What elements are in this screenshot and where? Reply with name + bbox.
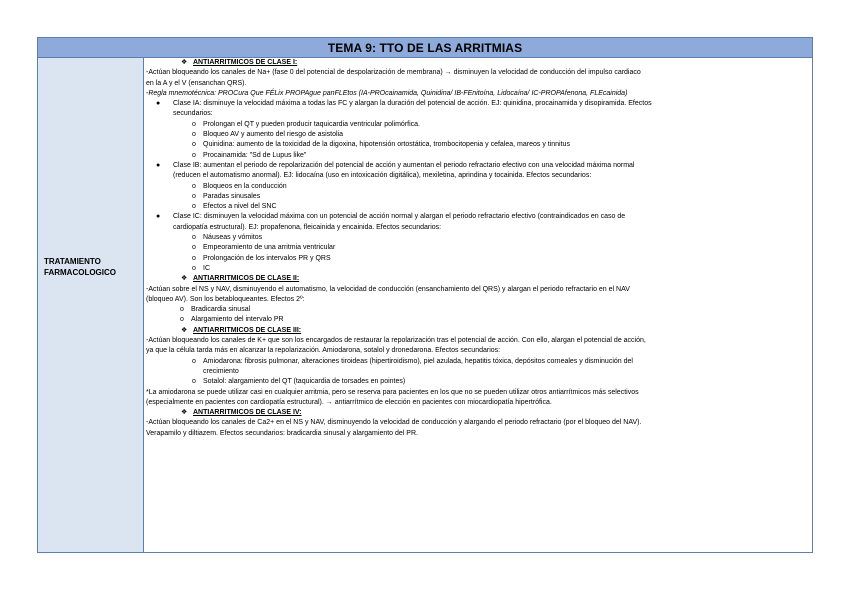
content-table <box>37 37 813 553</box>
line-text: Empeoramiento de una arritmia ventricular <box>203 244 336 252</box>
sub-list-item <box>146 120 810 130</box>
line-text: crecimiento <box>203 367 239 375</box>
sub-list-item <box>146 305 810 315</box>
line-text: Prolongan el QT y pueden producir taquicardia ventricular polimórfica. <box>203 120 420 128</box>
line-text: ya que la célula tarda más en alcanzar la repolarización. Amiodarona, sotalol y dronedarona. Efectos secundarios: <box>146 347 501 355</box>
sub-list-item <box>146 182 810 192</box>
paragraph-line <box>146 429 810 439</box>
circle-bullet-icon: o <box>192 203 196 211</box>
section-label: TRATAMIENTO FARMACOLOGICO <box>44 257 116 277</box>
line-text: ANTIARRITMICOS DE CLASE I: <box>193 59 298 66</box>
circle-bullet-icon: o <box>192 151 196 159</box>
line-text: Amiodarona: fibrosis pulmonar, alteraciones tiroideas (hipertiroidismo), piel azulada, hepatitis tóxica, depósitos corneales y disminución del <box>203 357 633 365</box>
line-text: Quinidina: aumento de la toxicidad de la digoxina, hipotensión ortostática, trombocitopenia y cefalea, mareos y tinnitus <box>203 141 570 149</box>
circle-bullet-icon: o <box>192 244 196 252</box>
paragraph-line <box>146 79 810 89</box>
sub-list-item <box>146 357 810 367</box>
line-text: ANTIARRITMICOS DE CLASE IV: <box>193 409 302 417</box>
sub-list-item <box>146 151 810 161</box>
sub-list-item-continuation <box>146 367 810 377</box>
list-item-continuation <box>146 223 810 233</box>
paragraph-line <box>146 89 810 99</box>
diamond-bullet-icon: ❖ <box>181 59 188 66</box>
sub-list-item <box>146 254 810 264</box>
list-item-continuation <box>146 171 810 181</box>
line-text: Paradas sinusales <box>203 192 261 200</box>
circle-bullet-icon: o <box>192 131 196 139</box>
circle-bullet-icon: o <box>180 316 184 324</box>
line-text: Verapamilo y diltiazem. Efectos secundarios: bradicardia sinusal y alargamiento del PR. <box>146 429 418 437</box>
line-text: Efectos a nivel del SNC <box>203 203 277 211</box>
bullet-icon: ● <box>156 100 161 108</box>
line-text: (especialmente en pacientes con cardiopatía estructural). → antiarrítmico de elección en pacientes con miocardiopatía hipertrófica. <box>146 398 552 406</box>
line-text: Clase IC: disminuyen la velocidad máxima con un potencial de acción normal y alargan el periodo refractario efectivo (contraindicados en caso de <box>173 213 626 221</box>
line-text: Bradicardia sinusal <box>191 306 251 314</box>
paragraph-line <box>146 418 810 428</box>
paragraph-line <box>146 388 810 398</box>
sub-list-item <box>146 202 810 212</box>
list-item <box>146 99 810 109</box>
list-item-continuation <box>146 109 810 119</box>
line-text: Clase IB: aumentan el periodo de repolarización del potencial de acción y aumentan el periodo refractario efectivo con una velocidad máxima normal <box>173 161 635 169</box>
sub-list-item <box>146 264 810 274</box>
line-text: Clase IA: disminuye la velocidad máxima a todas las FC y alargan la duración del potencial de acción. EJ: quinidina, procainamida y disopiramida. Efectos <box>173 100 652 108</box>
paragraph-line <box>146 336 810 346</box>
paragraph-line <box>146 346 810 356</box>
circle-bullet-icon: o <box>192 141 196 149</box>
circle-bullet-icon: o <box>192 378 196 386</box>
sub-list-item <box>146 377 810 387</box>
circle-bullet-icon: o <box>192 120 196 128</box>
section-heading <box>146 326 810 336</box>
line-text: (reducen el automatismo anormal). EJ: lidocaína (uso en intoxicación digitálica), mexiletina, aprindina y tocainida. Efectos secundarios: <box>173 172 592 180</box>
line-text: Alargamiento del intervalo PR <box>191 316 284 324</box>
line-text: -Actúan bloqueando los canales de K+ que son los encargados de restaurar la repolarización tras el potencial de acción. Con ello, alargan el potencial de acción, <box>146 337 646 345</box>
circle-bullet-icon: o <box>192 182 196 190</box>
line-text: ANTIARRITMICOS DE CLASE III: <box>193 326 302 334</box>
sub-list-item <box>146 233 810 243</box>
section-heading <box>146 274 810 284</box>
line-text: Náuseas y vómitos <box>203 234 263 242</box>
left-column <box>38 58 144 552</box>
paragraph-line <box>146 398 810 408</box>
paragraph-line <box>146 295 810 305</box>
bullet-icon: ● <box>156 213 161 221</box>
paragraph-line <box>146 68 810 78</box>
line-text: Bloqueo AV y aumento del riesgo de asistolia <box>203 131 343 139</box>
circle-bullet-icon: o <box>180 306 184 314</box>
line-text: IC <box>203 264 210 272</box>
sub-list-item <box>146 315 810 325</box>
sub-list-item <box>146 192 810 202</box>
line-text: Procainamida: "Sd de Lupus like" <box>203 151 307 159</box>
line-text: ANTIARRITMICOS DE CLASE II: <box>193 275 300 283</box>
sub-list-item <box>146 140 810 150</box>
line-text: secundarios: <box>173 110 213 118</box>
line-text: Prolongación de los intervalos PR y QRS <box>203 254 331 262</box>
circle-bullet-icon: o <box>192 264 196 272</box>
list-item <box>146 161 810 171</box>
line-text: en la A y el V (ensanchan QRS). <box>146 79 247 87</box>
bullet-icon: ● <box>156 161 161 169</box>
line-text: (bloqueo AV). Son los betabloqueantes. Efectos 2º: <box>146 295 305 303</box>
line-text: Sotalol: alargamiento del QT (taquicardia de torsades en pointes) <box>203 378 406 386</box>
list-item <box>146 212 810 222</box>
diamond-bullet-icon: ❖ <box>181 326 188 334</box>
line-text: -Actúan sobre el NS y NAV, disminuyendo el automatismo, la velocidad de conducción (ensanchamiento del QRS) y alargan el periodo refractario en el NAV <box>146 285 630 293</box>
circle-bullet-icon: o <box>192 254 196 262</box>
content-body <box>146 58 810 552</box>
line-text: cardiopatía estructural). EJ: propafenona, fleicainida y encainida. Efectos secundarios: <box>173 223 442 231</box>
line-text: Bloqueos en la conducción <box>203 182 287 190</box>
page-title: TEMA 9: TTO DE LAS ARRITMIAS <box>38 38 812 58</box>
circle-bullet-icon: o <box>192 357 196 365</box>
circle-bullet-icon: o <box>192 192 196 200</box>
line-text: -Actúan bloqueando los canales de Ca2+ en el NS y NAV, disminuyendo la velocidad de conducción y alargando el periodo refractario (por el bloqueo del NAV). <box>146 419 642 427</box>
line-text: *La amiodarona se puede utilizar casi en cualquier arritmia, pero se reserva para pacientes en los que no se pueden utilizar otros antiarrítmicos más selectivos <box>146 388 639 396</box>
line-text: -Actúan bloqueando los canales de Na+ (fase 0 del potencial de despolarización de membrana) → disminuyen la velocidad de conducción del impulso cardiaco <box>146 69 641 77</box>
section-heading <box>146 408 810 418</box>
paragraph-line <box>146 285 810 295</box>
sub-list-item <box>146 243 810 253</box>
line-text: -Regla mnemotécnica: PROCura Que FÉLix PROPAgue panFLEtos (IA-PROcainamida, Quinidina/ IB-FEnitoína, Lidocaína/ IC-PROPAfenona, FLEcainida) <box>146 89 628 97</box>
diamond-bullet-icon: ❖ <box>181 275 188 283</box>
circle-bullet-icon: o <box>192 234 196 242</box>
diamond-bullet-icon: ❖ <box>181 409 188 417</box>
section-heading <box>146 58 810 68</box>
sub-list-item <box>146 130 810 140</box>
